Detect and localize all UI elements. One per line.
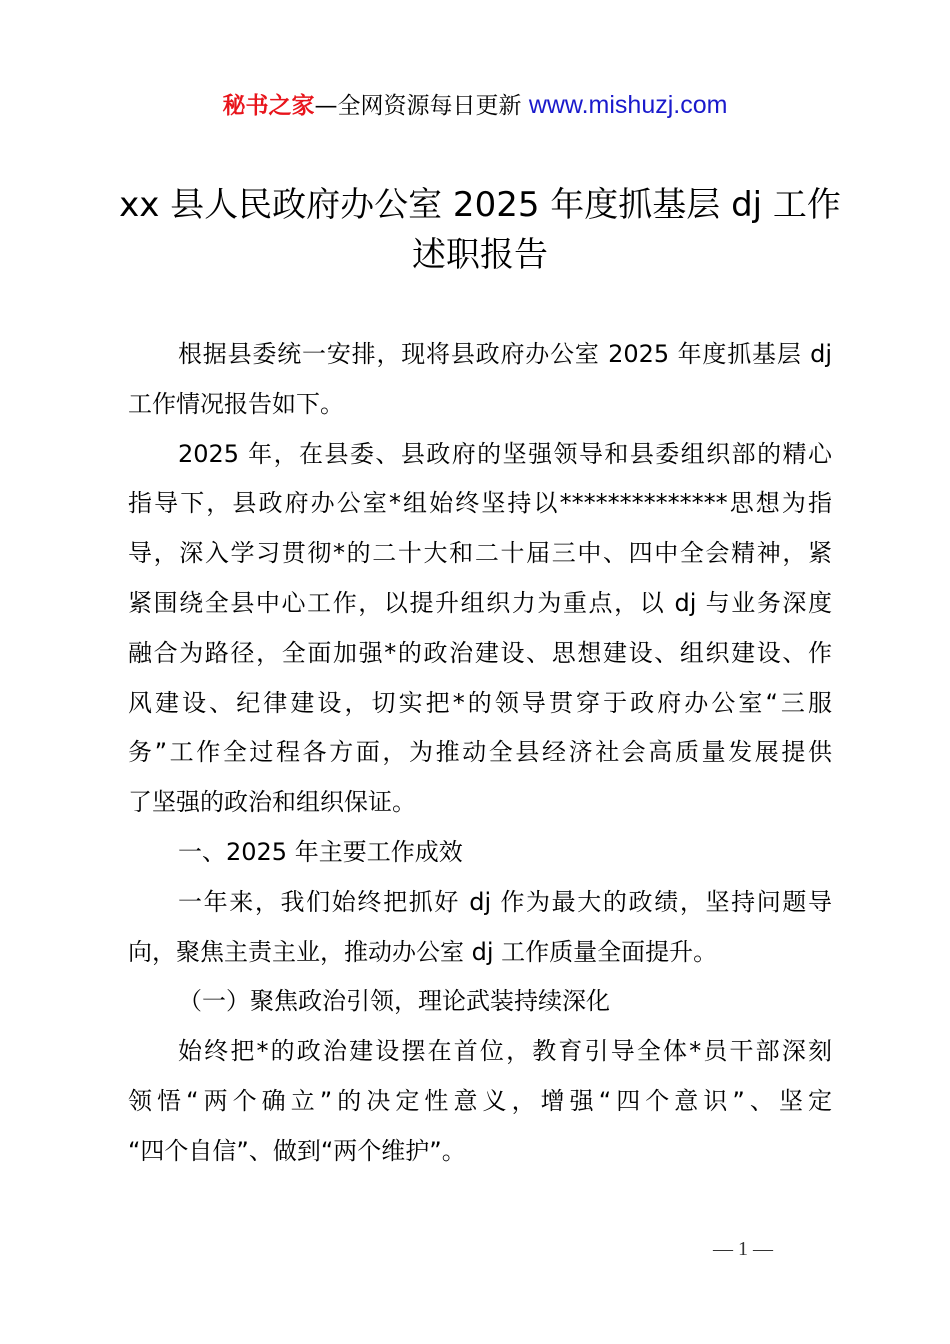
paragraph-line: 向，聚焦主责主业，推动办公室 dj 工作质量全面提升。 [128,937,718,966]
paragraph-line: 一、2025 年主要工作成效 [178,837,463,866]
brand-name: 秘书之家 [222,93,315,119]
paragraph-line: 始终把*的政治建设摆在首位，教育引导全体*员干部深刻 [178,1037,832,1066]
site-url-link[interactable]: www.mishuzj.com [528,91,728,119]
paragraph-line: 2025 年，在县委、县政府的坚强领导和县委组织部的精心 [178,439,832,468]
paragraph-line: 一年来，我们始终把抓好 dj 作为最大的政绩，坚持问题导 [178,887,832,916]
paragraph-line: 工作情况报告如下。 [128,389,344,418]
document-body [128,330,832,1177]
paragraph-line: 融合为路径，全面加强*的政治建设、思想建设、组织建设、作 [128,638,832,667]
paragraph [128,977,832,1027]
document-title [100,180,860,280]
paragraph-line: 紧围绕全县中心工作，以提升组织力为重点，以 dj 与业务深度 [128,588,832,617]
paragraph [128,330,832,430]
paragraph-line: 务”工作全过程各方面，为推动全县经济社会高质量发展提供 [128,738,832,767]
paragraph [128,878,832,978]
paragraph-line: 导，深入学习贯彻*的二十大和二十届三中、四中全会精神，紧 [128,539,832,568]
paragraph [128,430,832,828]
site-banner [0,88,950,123]
paragraph-line: 领悟“两个确立”的决定性意义，增强“四个意识”、坚定 [128,1086,832,1115]
title-line: xx 县人民政府办公室 2025 年度抓基层 dj 工作 [119,185,841,225]
paragraph-line: “四个自信”、做到“两个维护”。 [128,1136,466,1165]
title-line: 述职报告 [412,235,548,275]
paragraph [128,828,832,878]
paragraph [128,1027,832,1176]
paragraph-line: 风建设、纪律建设，切实把*的领导贯穿于政府办公室“三服 [128,688,832,717]
page-number: — 1 — [713,1238,773,1260]
paragraph-line: 指导下，县政府办公室*组始终坚持以**************思想为指 [128,489,832,518]
paragraph-line: （一）聚焦政治引领，理论武装持续深化 [178,987,610,1016]
paragraph-line: 根据县委统一安排，现将县政府办公室 2025 年度抓基层 dj [178,340,832,368]
banner-slogan: —全网资源每日更新 [314,93,529,119]
paragraph-line: 了坚强的政治和组织保证。 [128,788,416,817]
